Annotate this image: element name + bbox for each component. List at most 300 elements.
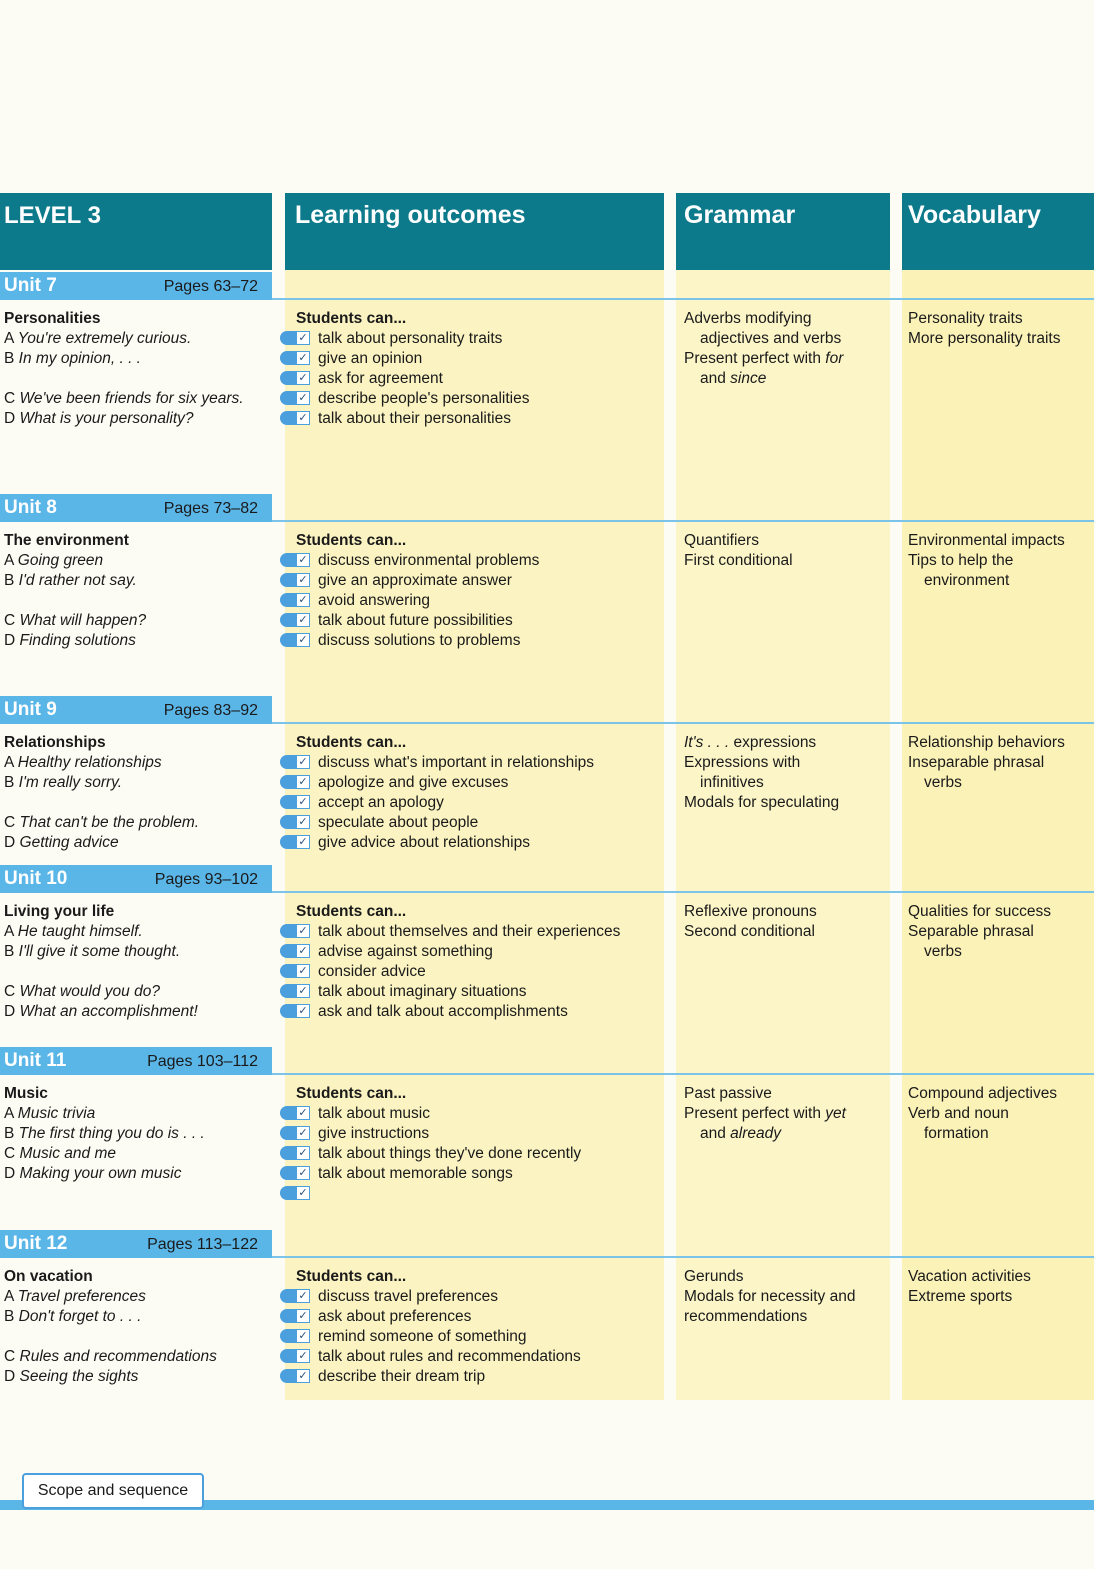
level-heading: LEVEL 3 — [0, 193, 272, 270]
outcome-text: remind someone of something — [318, 1328, 527, 1345]
grammar-item — [684, 369, 884, 389]
checkbox-icon — [280, 795, 310, 809]
lesson-title: Rules and recommendations — [19, 1348, 217, 1365]
unit-name: Unit 8 — [4, 497, 57, 518]
grammar-italic: for — [825, 350, 844, 367]
checkmark-icon: ✓ — [296, 795, 310, 809]
checkmark-icon: ✓ — [296, 1349, 310, 1363]
outcome-item — [296, 1184, 656, 1204]
outcome-text: talk about music — [318, 1105, 430, 1122]
unit-title: Living your life — [4, 903, 115, 920]
grammar-text: and — [700, 370, 731, 387]
checkbox-icon — [280, 391, 310, 405]
outcome-text: talk about their personalities — [318, 410, 512, 427]
checkmark-icon: ✓ — [296, 1329, 310, 1343]
students-can-label: Students can... — [296, 734, 407, 751]
spacer — [4, 1327, 272, 1347]
lesson-title: Making your own music — [19, 1165, 182, 1182]
lesson-title: What will happen? — [19, 612, 147, 629]
grammar-italic: since — [730, 370, 767, 387]
unit-name: Unit 12 — [4, 1233, 68, 1254]
outcome-item — [296, 611, 656, 631]
lesson-item — [4, 329, 272, 349]
grammar-item — [684, 902, 884, 922]
vocabulary-item: Verb and noun — [908, 1105, 1009, 1122]
checkbox-icon — [280, 331, 310, 345]
lesson-item — [4, 349, 272, 369]
vocabulary-item: Personality traits — [908, 310, 1023, 327]
unit-name: Unit 11 — [4, 1050, 67, 1071]
lesson-letter: B — [4, 1125, 15, 1142]
checkbox-icon — [280, 984, 310, 998]
outcome-item — [296, 1327, 656, 1347]
outcome-text: accept an apology — [318, 794, 444, 811]
outcome-item — [296, 631, 656, 651]
vocabulary-item: More personality traits — [908, 330, 1061, 347]
lesson-item — [4, 942, 272, 962]
unit-outcomes — [296, 902, 656, 1022]
unit-grammar — [684, 531, 884, 571]
lesson-item — [4, 551, 272, 571]
lesson-letter: B — [4, 572, 15, 589]
checkmark-icon: ✓ — [296, 984, 310, 998]
students-can-label: Students can... — [296, 1085, 407, 1102]
unit-header-bar — [0, 272, 272, 300]
lesson-letter: A — [4, 754, 14, 771]
grammar-item — [684, 1307, 884, 1327]
vocabulary-item: Vacation activities — [908, 1268, 1031, 1285]
lesson-title: Going green — [17, 552, 104, 569]
unit-outcomes — [296, 1267, 656, 1387]
outcome-text: talk about imaginary situations — [318, 983, 527, 1000]
unit-title: Relationships — [4, 734, 106, 751]
checkbox-icon — [280, 924, 310, 938]
outcome-item — [296, 349, 656, 369]
checkbox-icon — [280, 1146, 310, 1160]
outcome-text: discuss environmental problems — [318, 552, 540, 569]
unit-outcomes — [296, 309, 656, 429]
lesson-letter: B — [4, 1308, 15, 1325]
outcome-text: discuss what's important in relationships — [318, 754, 595, 771]
vocabulary-item: Relationship behaviors — [908, 734, 1065, 751]
checkbox-icon — [280, 1309, 310, 1323]
unit-grammar — [684, 1267, 884, 1327]
checkbox-icon — [280, 633, 310, 647]
lesson-letter: D — [4, 1165, 16, 1182]
vocabulary-item: Compound adjectives — [908, 1085, 1058, 1102]
unit-name: Unit 10 — [4, 868, 68, 889]
lesson-title: I'll give it some thought. — [18, 943, 181, 960]
outcome-text: apologize and give excuses — [318, 774, 509, 791]
outcome-text: talk about things they've done recently — [318, 1145, 582, 1162]
grammar-text: infinitives — [700, 774, 764, 791]
lesson-title: He taught himself. — [17, 923, 143, 940]
lesson-letter: D — [4, 632, 16, 649]
checkbox-icon — [280, 1329, 310, 1343]
lesson-title: The first thing you do is . . . — [18, 1125, 205, 1142]
outcome-text: speculate about people — [318, 814, 479, 831]
unit-header-bar — [0, 1230, 272, 1258]
grammar-text: Adverbs modifying — [684, 310, 812, 327]
vocabulary-item: environment — [924, 572, 1010, 589]
lesson-item — [4, 571, 272, 591]
outcome-item — [296, 389, 656, 409]
outcome-text: describe their dream trip — [318, 1368, 486, 1385]
outcome-text: give an approximate answer — [318, 572, 512, 589]
outcome-item — [296, 369, 656, 389]
grammar-item — [684, 309, 884, 329]
grammar-heading: Grammar — [676, 193, 890, 270]
unit-divider — [272, 1073, 1094, 1075]
students-can-label: Students can... — [296, 532, 407, 549]
outcome-text: discuss solutions to problems — [318, 632, 521, 649]
lesson-title: Music and me — [19, 1145, 116, 1162]
grammar-text: Reflexive pronouns — [684, 903, 817, 920]
unit-outcomes — [296, 733, 656, 853]
outcome-item — [296, 1124, 656, 1144]
outcome-item — [296, 1307, 656, 1327]
unit-lessons — [4, 531, 272, 651]
checkmark-icon: ✓ — [296, 1004, 310, 1018]
outcome-text: advise against something — [318, 943, 493, 960]
spacer — [4, 962, 272, 982]
unit-lessons — [4, 1084, 272, 1184]
unit-lessons — [4, 902, 272, 1022]
lesson-title: Seeing the sights — [19, 1368, 139, 1385]
unit-outcomes — [296, 1084, 656, 1204]
outcome-item — [296, 753, 656, 773]
lesson-item — [4, 813, 272, 833]
checkmark-icon: ✓ — [296, 835, 310, 849]
checkbox-icon — [280, 964, 310, 978]
lesson-title: What an accomplishment! — [19, 1003, 198, 1020]
lesson-item — [4, 1124, 272, 1144]
checkbox-icon — [280, 1166, 310, 1180]
outcome-item — [296, 942, 656, 962]
outcome-item — [296, 409, 656, 429]
outcome-text: ask and talk about accomplishments — [318, 1003, 568, 1020]
lesson-letter: D — [4, 1368, 16, 1385]
lesson-title: You're extremely curious. — [17, 330, 192, 347]
unit-title: Personalities — [4, 310, 101, 327]
checkbox-icon — [280, 755, 310, 769]
unit-divider — [272, 891, 1094, 893]
checkbox-icon — [280, 371, 310, 385]
grammar-text: Modals for necessity and — [684, 1288, 856, 1305]
outcome-text: ask for agreement — [318, 370, 443, 387]
checkmark-icon: ✓ — [296, 755, 310, 769]
grammar-item — [684, 733, 884, 753]
checkmark-icon: ✓ — [296, 371, 310, 385]
grammar-item — [684, 1124, 884, 1144]
grammar-italic: already — [730, 1125, 782, 1142]
vocabulary-column — [902, 270, 1094, 1400]
outcome-text: discuss travel preferences — [318, 1288, 499, 1305]
grammar-text: expressions — [729, 734, 817, 751]
checkbox-icon — [280, 351, 310, 365]
checkmark-icon: ✓ — [296, 613, 310, 627]
outcome-text: consider advice — [318, 963, 426, 980]
outcome-item — [296, 922, 656, 942]
checkmark-icon: ✓ — [296, 1369, 310, 1383]
outcome-item — [296, 571, 656, 591]
grammar-text: and — [700, 1125, 731, 1142]
grammar-text: adjectives and verbs — [700, 330, 842, 347]
unit-grammar — [684, 902, 884, 942]
checkbox-icon — [280, 573, 310, 587]
lesson-item — [4, 922, 272, 942]
checkmark-icon: ✓ — [296, 553, 310, 567]
unit-lessons — [4, 309, 272, 429]
lesson-title: Don't forget to . . . — [18, 1308, 142, 1325]
spacer — [4, 369, 272, 389]
vocabulary-item: verbs — [924, 774, 962, 791]
outcome-item — [296, 962, 656, 982]
outcome-text: talk about memorable songs — [318, 1165, 513, 1182]
checkbox-icon — [280, 1186, 310, 1200]
outcome-item — [296, 982, 656, 1002]
outcome-item — [296, 1104, 656, 1124]
outcome-text: avoid answering — [318, 592, 431, 609]
lesson-item — [4, 773, 272, 793]
lesson-letter: D — [4, 1003, 16, 1020]
lesson-title: I'd rather not say. — [18, 572, 137, 589]
lesson-item — [4, 1144, 272, 1164]
unit-pages: Pages 113–122 — [147, 1236, 258, 1253]
vocabulary-item: Qualities for success — [908, 903, 1051, 920]
outcome-item — [296, 813, 656, 833]
checkmark-icon: ✓ — [296, 633, 310, 647]
checkmark-icon: ✓ — [296, 391, 310, 405]
lesson-letter: A — [4, 1105, 14, 1122]
students-can-label: Students can... — [296, 903, 407, 920]
unit-header-bar — [0, 494, 272, 522]
vocabulary-item: Extreme sports — [908, 1288, 1013, 1305]
outcome-text: describe people's personalities — [318, 390, 530, 407]
lesson-letter: D — [4, 834, 16, 851]
unit-divider — [272, 298, 1094, 300]
grammar-item — [684, 349, 884, 369]
vocabulary-item: formation — [924, 1125, 989, 1142]
lesson-letter: A — [4, 923, 14, 940]
lesson-title: What is your personality? — [19, 410, 194, 427]
lesson-title: Finding solutions — [19, 632, 136, 649]
checkmark-icon: ✓ — [296, 775, 310, 789]
checkmark-icon: ✓ — [296, 1186, 310, 1200]
lesson-title: We've been friends for six years. — [19, 390, 244, 407]
grammar-item — [684, 1267, 884, 1287]
lesson-letter: C — [4, 983, 16, 1000]
lesson-title: I'm really sorry. — [18, 774, 123, 791]
grammar-text: Quantifiers — [684, 532, 759, 549]
checkbox-icon — [280, 411, 310, 425]
lesson-letter: A — [4, 1288, 14, 1305]
unit-vocabulary — [908, 1084, 1094, 1144]
unit-lessons — [4, 733, 272, 853]
grammar-item — [684, 1287, 884, 1307]
unit-pages: Pages 63–72 — [163, 278, 258, 295]
checkmark-icon: ✓ — [296, 351, 310, 365]
lesson-title: In my opinion, . . . — [18, 350, 141, 367]
checkmark-icon: ✓ — [296, 573, 310, 587]
checkmark-icon: ✓ — [296, 593, 310, 607]
checkbox-icon — [280, 1106, 310, 1120]
lesson-letter: C — [4, 1348, 16, 1365]
lesson-letter: A — [4, 330, 14, 347]
unit-vocabulary — [908, 902, 1094, 962]
vocabulary-item: Separable phrasal — [908, 923, 1034, 940]
lesson-title: Music trivia — [17, 1105, 96, 1122]
spacer — [4, 793, 272, 813]
outcome-item — [296, 1002, 656, 1022]
outcome-text: give an opinion — [318, 350, 423, 367]
checkmark-icon: ✓ — [296, 964, 310, 978]
checkmark-icon: ✓ — [296, 1166, 310, 1180]
outcome-text: talk about personality traits — [318, 330, 503, 347]
vocabulary-item: Inseparable phrasal — [908, 754, 1045, 771]
checkbox-icon — [280, 1369, 310, 1383]
vocabulary-heading: Vocabulary — [902, 193, 1094, 270]
checkmark-icon: ✓ — [296, 815, 310, 829]
unit-divider — [272, 1256, 1094, 1258]
outcome-text: ask about preferences — [318, 1308, 472, 1325]
outcome-text: talk about themselves and their experiences — [318, 923, 621, 940]
unit-header-bar — [0, 696, 272, 724]
checkmark-icon: ✓ — [296, 1106, 310, 1120]
grammar-text: Past passive — [684, 1085, 772, 1102]
checkmark-icon: ✓ — [296, 331, 310, 345]
unit-vocabulary — [908, 531, 1094, 591]
checkbox-icon — [280, 944, 310, 958]
unit-divider — [272, 520, 1094, 522]
checkbox-icon — [280, 1126, 310, 1140]
lesson-letter: B — [4, 943, 15, 960]
learning-outcomes-heading: Learning outcomes — [285, 193, 664, 270]
lesson-letter: C — [4, 1145, 16, 1162]
grammar-item — [684, 531, 884, 551]
outcome-item — [296, 329, 656, 349]
lesson-letter: C — [4, 612, 16, 629]
outcome-text: give advice about relationships — [318, 834, 530, 851]
checkbox-icon — [280, 1004, 310, 1018]
unit-title: Music — [4, 1085, 48, 1102]
outcome-item — [296, 591, 656, 611]
outcome-text: talk about future possibilities — [318, 612, 513, 629]
grammar-item — [684, 793, 884, 813]
checkmark-icon: ✓ — [296, 924, 310, 938]
lesson-title: What would you do? — [19, 983, 160, 1000]
grammar-item — [684, 1084, 884, 1104]
grammar-item — [684, 773, 884, 793]
checkmark-icon: ✓ — [296, 944, 310, 958]
lesson-item — [4, 631, 272, 651]
lesson-title: Healthy relationships — [17, 754, 162, 771]
lesson-letter: B — [4, 350, 15, 367]
lesson-title: Getting advice — [19, 834, 119, 851]
outcome-text: talk about rules and recommendations — [318, 1348, 581, 1365]
unit-title: The environment — [4, 532, 129, 549]
unit-vocabulary — [908, 309, 1094, 349]
unit-vocabulary — [908, 733, 1094, 793]
outcome-item — [296, 1287, 656, 1307]
unit-outcomes — [296, 531, 656, 651]
unit-grammar — [684, 733, 884, 813]
unit-header-bar — [0, 865, 272, 893]
students-can-label: Students can... — [296, 310, 407, 327]
unit-vocabulary — [908, 1267, 1094, 1307]
checkbox-icon — [280, 613, 310, 627]
grammar-italic: It's . . . — [684, 734, 730, 751]
checkmark-icon: ✓ — [296, 1309, 310, 1323]
unit-pages: Pages 83–92 — [163, 702, 258, 719]
lesson-title: Travel preferences — [17, 1288, 146, 1305]
checkbox-icon — [280, 593, 310, 607]
lesson-item — [4, 409, 272, 429]
grammar-text: Gerunds — [684, 1268, 744, 1285]
unit-header-bar — [0, 1047, 272, 1075]
lesson-letter: C — [4, 814, 16, 831]
lesson-item — [4, 1287, 272, 1307]
lesson-title: That can't be the problem. — [19, 814, 200, 831]
lesson-letter: B — [4, 774, 15, 791]
unit-grammar — [684, 309, 884, 389]
grammar-column — [676, 270, 890, 1400]
checkmark-icon: ✓ — [296, 411, 310, 425]
unit-divider — [272, 722, 1094, 724]
grammar-text: recommendations — [684, 1308, 808, 1325]
lesson-item — [4, 1307, 272, 1327]
outcome-item — [296, 793, 656, 813]
unit-pages: Pages 73–82 — [163, 500, 258, 517]
grammar-text: Modals for speculating — [684, 794, 840, 811]
outcome-item — [296, 551, 656, 571]
lesson-item — [4, 1347, 272, 1367]
checkbox-icon — [280, 775, 310, 789]
lesson-item — [4, 1002, 272, 1022]
outcome-item — [296, 1144, 656, 1164]
lesson-item — [4, 753, 272, 773]
lesson-item — [4, 982, 272, 1002]
lesson-item — [4, 833, 272, 853]
lesson-letter: A — [4, 552, 14, 569]
vocabulary-item: Tips to help the — [908, 552, 1014, 569]
unit-pages: Pages 103–112 — [147, 1053, 258, 1070]
lesson-letter: C — [4, 390, 16, 407]
grammar-text: Present perfect with — [684, 1105, 826, 1122]
grammar-item — [684, 551, 884, 571]
grammar-italic: yet — [825, 1105, 846, 1122]
lesson-item — [4, 611, 272, 631]
unit-title: On vacation — [4, 1268, 93, 1285]
outcome-item — [296, 1367, 656, 1387]
outcome-item — [296, 773, 656, 793]
outcome-item — [296, 1164, 656, 1184]
unit-name: Unit 7 — [4, 275, 57, 296]
checkmark-icon: ✓ — [296, 1146, 310, 1160]
unit-name: Unit 9 — [4, 699, 57, 720]
grammar-item — [684, 1104, 884, 1124]
unit-pages: Pages 93–102 — [154, 871, 258, 888]
checkbox-icon — [280, 1289, 310, 1303]
lesson-item — [4, 1367, 272, 1387]
footer-section-label: Scope and sequence — [22, 1473, 204, 1509]
grammar-item — [684, 922, 884, 942]
checkbox-icon — [280, 815, 310, 829]
grammar-text: First conditional — [684, 552, 793, 569]
grammar-item — [684, 329, 884, 349]
lesson-item — [4, 1104, 272, 1124]
outcome-item — [296, 1347, 656, 1367]
